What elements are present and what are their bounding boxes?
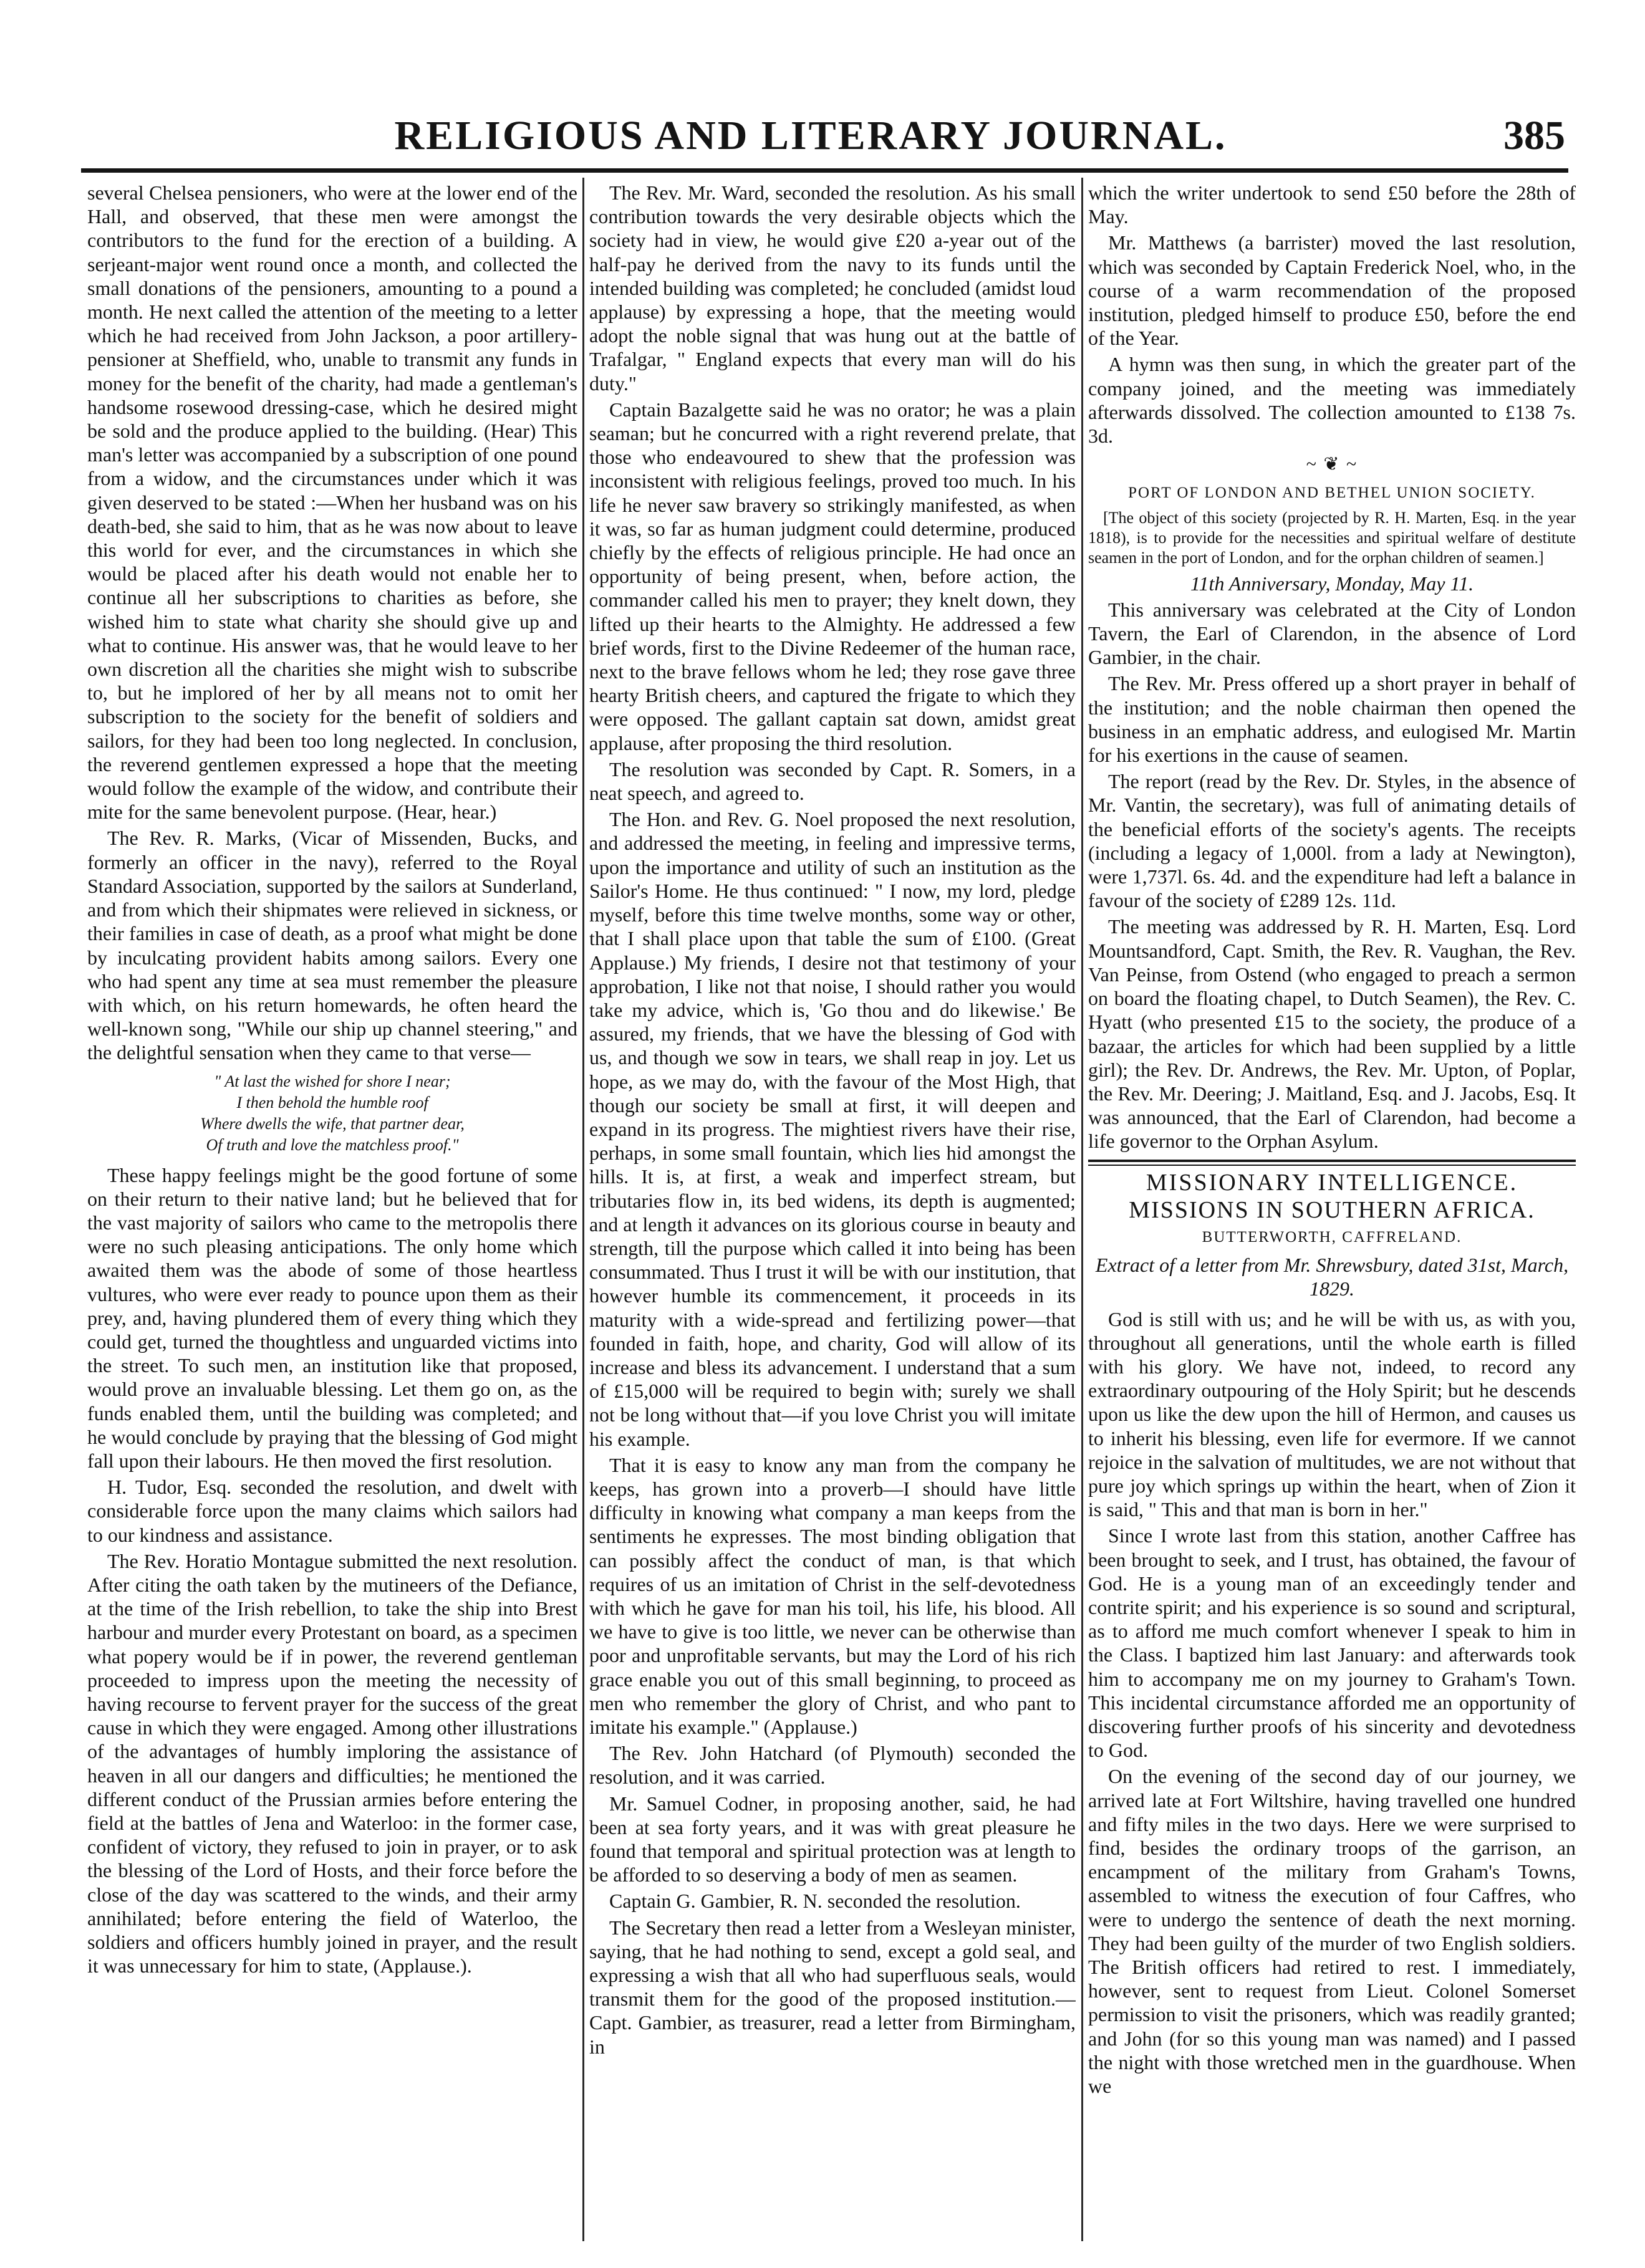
- paragraph: The resolution was seconded by Capt. R. Somers, in a neat speech, and agreed to.: [589, 757, 1076, 805]
- paragraph: The Hon. and Rev. G. Noel proposed the next resolution, and addressed the meeting, in feeling and impressive terms, upon the importance and utility of such an institution as the Sailor's Home. He thus continued: " I now, my lord, pledge myself, before this time twelve months, some way or other, that I shall place upon that table the sum of £100. (Great Applause.) My friends, I desire not that testimony of your approbation, I like not that noise, I should rather you would take my advice, which is, 'Go thou and do likewise.' Be assured, my friends, that we have the blessing of God with us, and though we sow in tears, we shall reap in joy. Let us hope, as we may do, with the favour of the Most High, that though our society be small at first, it will deepen and expand in its progress. The mightiest rivers have their rise, perhaps, in some small fountain, which lies hid amongst the hills. It is, at first, a weak and imperfect stream, but tributaries flow in, its bed widens, its depth is augmented; and at length it advances on its glorious course in beauty and strength, till the purpose which called it into being has been consummated. Thus I trust it will be with our institution, that however humble its commencement, it proceeds in its maturity with a wide-spread and fertilizing power—that founded in faith, hope, and charity, God will allow of its increase and bless its advancement. I understand that a sum of £15,000 will be required to begin with; surely we shall not be long without that—if you love Christ you will imitate his example.: [589, 808, 1076, 1450]
- section-heading: PORT OF LONDON AND BETHEL UNION SOCIETY.: [1128, 484, 1536, 502]
- column-3: [1088, 181, 1576, 2238]
- paragraph: The meeting was addressed by R. H. Marten, Esq. Lord Mountsandford, Capt. Smith, the Rev. R. Vaughan, the Rev. Van Peinse, from Ostend (who engaged to preach a sermon on board the floating chapel, to Dutch Seamen), the Rev. C. Hyatt (who presented £15 to the society, the produce of a bazaar, the articles for which had been supplied by a little girl); the Rev. Dr. Andrews, the Rev. Mr. Upton, of Poplar, the Rev. Mr. Deering; J. Maitland, Esq. and J. Jacobs, Esq. It was announced, that the Earl of Clarendon, had become a life governor to the Orphan Asylum.: [1088, 915, 1576, 1153]
- paragraph: several Chelsea pensioners, who were at the lower end of the Hall, and observed, that these men were amongst the contributors to the fund for the erection of a building. A serjeant-major went round once a month, and collected the small donations of the pensioners, amounting to a pound a month. He next called the attention of the meeting to a letter which he had received from John Jackson, a poor artillery-pensioner at Sheffield, who, unable to transmit any funds in money for the benefit of the charity, had made a gentleman's handsome rosewood dressing-case, which he desired might be sold and the produce applied to the building. (Hear) This man's letter was accompanied by a subscription of one pound from a widow, and the circumstances under which it was given deserved to be stated :—When her husband was on his death-bed, she said to him, that as he was now about to leave this world for ever, and the circumstances in which she would be placed after his death would not enable her to continue all her subscriptions to charities as before, she wished him to state what charity she should give up and what to continue. His answer was, that he would leave to her own discretion all the charities she might wish to subscribe to, but he implored of her by all means not to omit her subscription to the society for the benefit of soldiers and sailors, for they had been too long neglected. In conclusion, the reverend gentlemen expressed a hope that the meeting would follow the example of the widow, and contribute their mite for the same benevolent purpose. (Hear, hear.): [87, 181, 577, 824]
- poem-quote: [87, 1071, 577, 1156]
- section-rule-thin: [1088, 1165, 1576, 1166]
- running-title: RELIGIOUS AND LITERARY JOURNAL.: [394, 113, 1227, 158]
- column-divider-2: [1081, 178, 1083, 2241]
- page-header: [56, 105, 1565, 167]
- poem-line: Of truth and love the matchless proof.": [206, 1135, 459, 1154]
- column-divider-1: [582, 178, 584, 2241]
- paragraph: The Rev. Mr. Press offered up a short prayer in behalf of the institution; and the noble chairman then opened the business in an emphatic address, and eulogised Mr. Martin for his exertions in the cause of seamen.: [1088, 672, 1576, 767]
- paragraph: Since I wrote last from this station, another Caffree has been brought to seek, and I trust, has obtained, the favour of God. He is a young man of an exceedingly tender and contrite spirit; and his experience is so sound and scriptural, as to afford me much comfort whenever I speak to him in the Class. I baptized him last January: and afterwards took him to accompany me on my journey to Graham's Town. This incidental circumstance afforded me an opportunity of discovering further proofs of his sincerity and devotedness to God.: [1088, 1524, 1576, 1762]
- ornament-divider: ~ ❦ ~: [1306, 454, 1358, 475]
- paragraph: A hymn was then sung, in which the greater part of the company joined, and the meeting was immediately afterwards dissolved. The collection amounted to £138 7s. 3d.: [1088, 353, 1576, 448]
- paragraph: H. Tudor, Esq. seconded the resolution, and dwelt with considerable force upon the many claims which sailors had to our kindness and assistance.: [87, 1476, 577, 1546]
- paragraph: This anniversary was celebrated at the City of London Tavern, the Earl of Clarendon, in the absence of Lord Gambier, in the chair.: [1088, 598, 1576, 669]
- paragraph: The Rev. Mr. Ward, seconded the resolution. As his small contribution towards the very desirable objects which the society had in view, he would give £20 a-year out of the half-pay he derived from the navy to its funds until the intended building was completed; he concluded (amidst loud applause) by expressing a hope, that the meeting would adopt the noble signal that was hung out at the battle of Trafalgar, " England expects that every man will do his duty.": [589, 181, 1076, 395]
- paragraph: The Rev. R. Marks, (Vicar of Missenden, Bucks, and formerly an officer in the navy), referred to the Royal Standard Association, supported by the sailors at Sunderland, and from which their shipmates were relieved in sickness, or their families in case of death, as a proof what might be done by inculcating provident habits among sailors. Every one who had spent any time at sea must remember the pleasure with which, on his return homewards, he often heard the well-known song, "While our ship up channel steering," and the delightful sensation when they came to that verse—: [87, 827, 577, 1064]
- section-rule-thick: [1088, 1160, 1576, 1162]
- paragraph: Mr. Samuel Codner, in proposing another, said, he had been at sea forty years, and it was with great pleasure he found that temporal and spiritual protection was at length to be afforded to so deserving a body of men as seamen.: [589, 1792, 1076, 1886]
- paragraph: That it is easy to know any man from the company he keeps, has grown into a proverb—I should have little difficulty in knowing what company a man keeps from the sentiments he expresses. The most binding obligation that can possibly affect the conduct of man, is that which requires of us an imitation of Christ in the self-devotedness with which he gave for man his toil, his life, his blood. All we have to give is too little, we never can be otherwise than poor and unprofitable servants, but may the Lord of his rich grace enable you out of this small beginning, to proceed as men who remember the glory of Christ, and who pant to imitate his example." (Applause.): [589, 1453, 1076, 1738]
- poem-line: I then behold the humble roof: [236, 1093, 428, 1112]
- paragraph: God is still with us; and he will be with us, as with you, throughout all generations, until the whole earth is filled with his glory. We have not, indeed, to record any extraordinary outpouring of the Holy Spirit; but he descends upon us like the dew upon the hill of Hermon, and causes us to inherit his blessing, even life for evermore. If we cannot rejoice in the salvation of multitudes, we are not without that pure joy which springs up within the heart, when of Zion it is said, " This and that man is born in her.": [1088, 1307, 1576, 1521]
- paragraph: The Rev. Horatio Montague submitted the next resolution. After citing the oath taken by the mutineers of the Defiance, at the time of the Irish rebellion, to take the ship into Brest harbour and murder every Protestant on board, as a specimen what popery would be if in power, the reverend gentleman proceeded to impress upon the meeting the necessity of having recourse to fervent prayer for the success of the great cause in which they were engaged. Among other illustrations of the advantages of humbly imploring the assistance of heaven in all our dangers and difficulties; he mentioned the different conduct of the Prussian armies before entering the field at the battles of Jena and Waterloo: in the former case, confident of victory, they refused to join in prayer, or to ask the blessing of the Lord of Hosts, and their force before the close of the day was scattered to the winds, and their army annihilated; before entering the field of Waterloo, the soldiers and officers humbly joined in prayer, and the result it was unnecessary for him to state, (Applause.).: [87, 1549, 577, 1977]
- paragraph: Captain G. Gambier, R. N. seconded the resolution.: [609, 1890, 1021, 1913]
- column-1: [87, 181, 577, 2238]
- paragraph: On the evening of the second day of our journey, we arrived late at Fort Wiltshire, having travelled one hundred and fifty miles in the two days. Here we were surprised to find, besides the ordinary troops of the garrison, an encampment of the military from Graham's Towns, assembled to witness the execution of four Caffres, who were to undergo the sentence of death the next morning. They had been guilty of the murder of two English soldiers. The British officers had retired to rest. I immediately, however, sent to request from Lieut. Colonel Somerset permission to visit the prisoners, which was readily granted; and John (for so this young man was named) and I passed the night with those wretched men in the guardhouse. When we: [1088, 1765, 1576, 2098]
- missionary-heading: MISSIONARY INTELLIGENCE.: [1146, 1169, 1518, 1196]
- place-heading: BUTTERWORTH, CAFFRELAND.: [1202, 1228, 1462, 1246]
- extract-caption: Extract of a letter from Mr. Shrewsbury, dated 31st, March, 1829.: [1095, 1254, 1569, 1300]
- paragraph: The Rev. John Hatchard (of Plymouth) seconded the resolution, and it was carried.: [589, 1742, 1076, 1789]
- paragraph: The report (read by the Rev. Dr. Styles, in the absence of Mr. Vantin, the secretary), was full of animating details of the beneficial efforts of the society's agents. The receipts (including a legacy of 1,000l. from a lady at Newington), were 1,737l. 6s. 4d. and the expenditure had left a balance in favour of the society of £289 12s. 11d.: [1088, 770, 1576, 912]
- bracketed-note: [The object of this society (projected by R. H. Marten, Esq. in the year 1818), is to provide for the necessities and spiritual welfare of destitute seamen in the port of London, and for the orphan children of seamen.]: [1088, 508, 1576, 567]
- poem-line: Where dwells the wife, that partner dear,: [200, 1114, 465, 1133]
- column-2: [589, 181, 1076, 2238]
- header-rule: [81, 168, 1568, 173]
- poem-line: " At last the wished for shore I near;: [214, 1072, 451, 1090]
- page-number: 385: [1503, 113, 1565, 158]
- missions-heading: MISSIONS IN SOUTHERN AFRICA.: [1129, 1196, 1535, 1223]
- paragraph: The Secretary then read a letter from a Wesleyan minister, saying, that he had nothing to send, except a gold seal, and expressing a wish that all who had superfluous seals, would transmit them for the good of the proposed institution.— Capt. Gambier, as treasurer, read a letter from Birmingham, in: [589, 1916, 1076, 2058]
- paragraph: Captain Bazalgette said he was no orator; he was a plain seaman; but he concurred with a right reverend prelate, that those who endeavoured to shew that the profession was inconsistent with religious feelings, proved too much. In his life he never saw bravery so strikingly manifested, as when it was, so far as human judgment could determine, produced chiefly by the effects of religious principle. He had once an opportunity of being present, when, before action, the commander called his men to prayer; they knelt down, they lifted up their hearts to the Almighty. He addressed a few brief words, first to the Divine Redeemer of the human race, next to the brave fellows whom he led; they rose gave three hearty British cheers, and captured the frigate to which they were opposed. The gallant captain sat down, amidst great applause, after proposing the third resolution.: [589, 398, 1076, 754]
- paragraph: Mr. Matthews (a barrister) moved the last resolution, which was seconded by Captain Frederick Noel, who, in the course of a warm recommendation of the proposed institution, pledged himself to produce £50, before the end of the Year.: [1088, 231, 1576, 350]
- paragraph: which the writer undertook to send £50 before the 28th of May.: [1088, 181, 1576, 228]
- anniversary-line: 11th Anniversary, Monday, May 11.: [1190, 572, 1474, 595]
- paragraph: These happy feelings might be the good fortune of some on their return to their native land; but he believed that for the vast majority of sailors who came to the metropolis there were no such pleasing anticipations. The only home which awaited them was the abode of some of those heartless vultures, who were ever ready to pounce upon them as their prey, and, having plundered them of every thing which they could get, turned the thoughtless and unguarded victims into the street. To such men, an institution like that proposed, would prove an invaluable blessing. Let them go on, as the funds enabled them, until the building was completed; and he would conclude by praying that the blessing of God might fall upon their labours. He then moved the first resolution.: [87, 1163, 577, 1472]
